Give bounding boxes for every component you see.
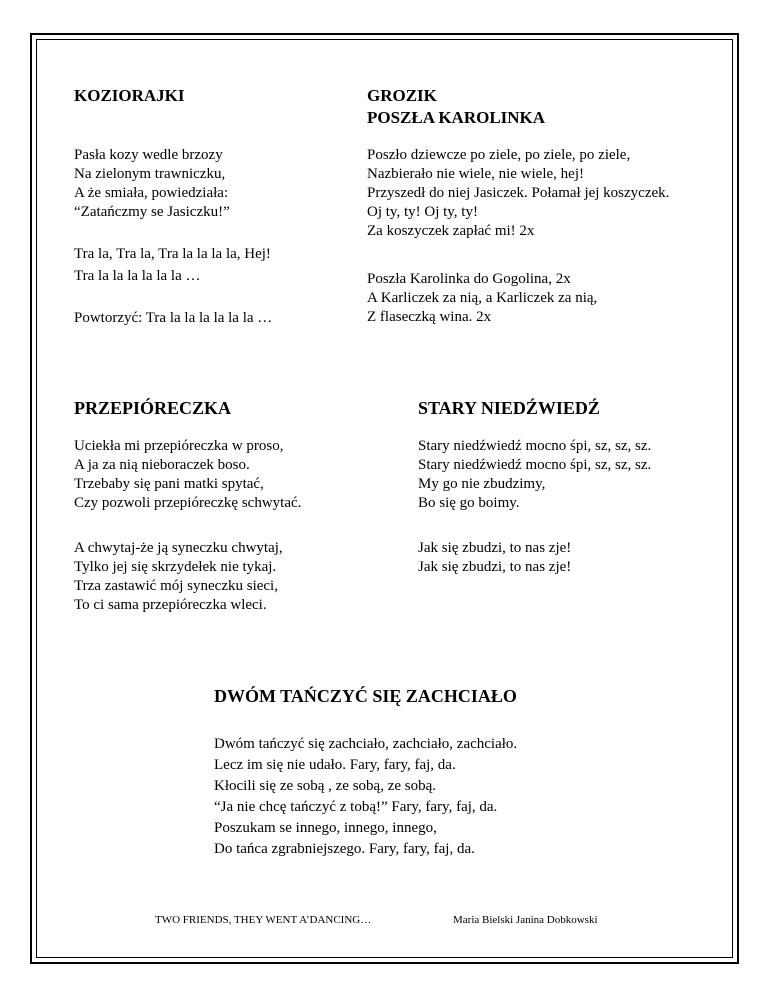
lyric-line: Na zielonym trawniczku, [74, 166, 226, 182]
lyric-line: My go nie zbudzimy, [418, 476, 546, 492]
lyric-line: A Karliczek za nią, a Karliczek za nią, [367, 290, 598, 306]
lyric-line: “Ja nie chcę tańczyć z tobą!” Fary, fary, faj, da. [214, 799, 498, 815]
niedzwiedz-verse-2 [418, 539, 571, 577]
lyric-line: Lecz im się nie udało. Fary, fary, faj, da. [214, 757, 456, 773]
lyric-line: Oj ty, ty! Oj ty, ty! [367, 204, 478, 220]
lyric-line: Trza zastawić mój syneczku sieci, [74, 578, 278, 594]
lyric-line: Z flaseczką wina. 2x [367, 309, 492, 325]
footer-title: TWO FRIENDS, THEY WENT A’DANCING… [155, 914, 372, 926]
kozioraj-repeat [74, 309, 272, 328]
lyric-line: Poszukam se innego, innego, innego, [214, 820, 437, 836]
lyric-line: Czy pozwoli przepióreczkę schwytać. [74, 495, 302, 511]
lyric-line: Tra la, Tra la, Tra la la la la, Hej! [74, 246, 271, 262]
karolinka-title: POSZŁA KAROLINKA [367, 108, 546, 127]
kozioraj-title: KOZIORAJKI [74, 86, 185, 105]
lyric-line: Tylko jej się skrzydełek nie tykaj. [74, 559, 277, 575]
lyric-line: Przyszedł do niej Jasiczek. Połamał jej koszyczek. [367, 185, 670, 201]
kozioraj-chorus [74, 245, 271, 286]
niedzwiedz-verse-1 [418, 437, 651, 513]
lyric-line: Pasła kozy wedle brzozy [74, 147, 223, 163]
lyric-line: Uciekła mi przepióreczka w proso, [74, 438, 284, 454]
lyric-line: Bo się go boimy. [418, 495, 520, 511]
lyric-line: Trzebaby się pani matki spytać, [74, 476, 264, 492]
lyric-line: Jak się zbudzi, to nas zje! [418, 559, 572, 575]
lyric-line: Poszła Karolinka do Gogolina, 2x [367, 271, 571, 287]
przepioreczka-title: PRZEPIÓRECZKA [74, 398, 232, 418]
lyric-line: Do tańca zgrabniejszego. Fary, fary, faj, da. [214, 841, 475, 857]
lyric-line: A że smiała, powiedziała: [74, 185, 229, 201]
przepioreczka-verse-2 [74, 539, 283, 615]
footer-authors: Maria Bielski Janina Dobkowski [453, 914, 598, 926]
lyric-line: Dwóm tańczyć się zachciało, zachciało, zachciało. [214, 736, 518, 752]
kozioraj-verse-1 [74, 146, 230, 222]
lyric-line: Jak się zbudzi, to nas zje! [418, 540, 572, 556]
grozik-verse-1 [367, 146, 669, 241]
lyric-line: Stary niedźwiedź mocno śpi, sz, sz, sz. [418, 438, 652, 454]
niedzwiedz-title: STARY NIEDŹWIEDŹ [418, 398, 600, 418]
dwom-title: DWÓM TAŃCZYĆ SIĘ ZACHCIAŁO [214, 686, 517, 706]
lyric-line: A ja za nią nieboraczek boso. [74, 457, 250, 473]
lyric-line: To ci sama przepióreczka wleci. [74, 597, 267, 613]
lyric-line: Poszło dziewcze po ziele, po ziele, po ziele, [367, 147, 631, 163]
lyric-line: Kłocili się ze sobą , ze sobą, ze sobą. [214, 778, 437, 794]
lyric-line: Tra la la la la la la … [74, 268, 201, 284]
lyric-line: A chwytaj-że ją syneczku chwytaj, [74, 540, 283, 556]
karolinka-verse [367, 270, 597, 327]
lyric-line: Stary niedźwiedź mocno śpi, sz, sz, sz. [418, 457, 652, 473]
lyric-line: “Zatańczmy se Jasiczku!” [74, 204, 230, 220]
lyric-line: Za koszyczek zapłać mi! 2x [367, 223, 535, 239]
grozik-title: GROZIK [367, 86, 437, 105]
lyric-line: Nazbierało nie wiele, nie wiele, hej! [367, 166, 584, 182]
dwom-verse [214, 735, 517, 861]
przepioreczka-verse-1 [74, 437, 301, 513]
lyric-line: Powtorzyć: Tra la la la la la la … [74, 310, 273, 326]
